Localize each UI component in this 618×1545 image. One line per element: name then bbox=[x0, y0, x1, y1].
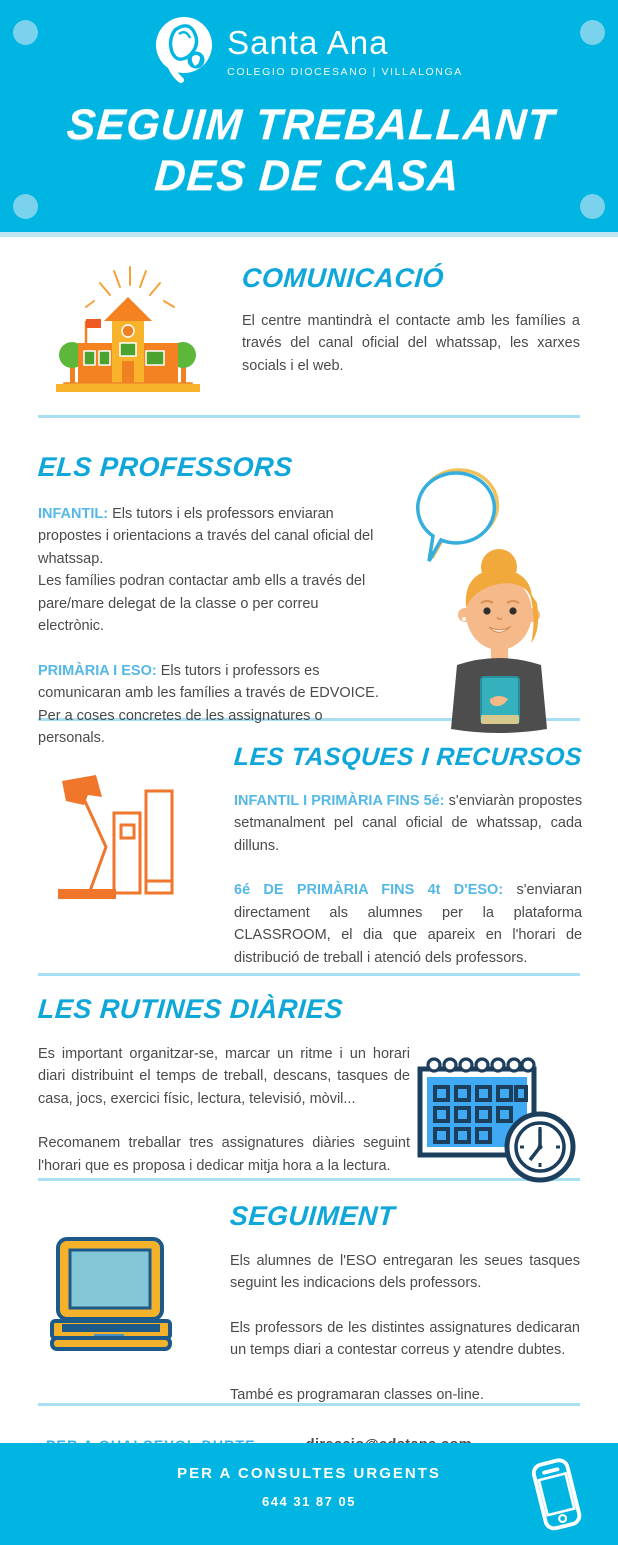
section-tasques bbox=[38, 721, 584, 973]
professors-paragraph-families: Les famílies podran contactar amb ells a través del pare/mare delegat de la classe o per correu electrònic. bbox=[38, 573, 366, 635]
lamp-and-books-icon bbox=[50, 771, 190, 913]
professors-paragraph-infantil: INFANTIL: Els tutors i els professors enviaran propostes i orientacions a través del canal oficial del whatssap. bbox=[38, 506, 374, 567]
seguiment-paragraph-2: Els professors de les distintes assignatures dedicaran un temps diari a contestar correus y atendre dubtes. bbox=[230, 1319, 580, 1359]
tasques-paragraph-eso: 6é DE PRIMÀRIA FINS 4t D'ESO: s'enviaran directament als alumnes per la plataforma CLASSROOM, el dia que apareix en l'horari de distribució de treball i atenció dels professors. bbox=[234, 882, 583, 966]
header-banner bbox=[0, 0, 618, 232]
santa-ana-logo-icon bbox=[155, 16, 213, 86]
seguiment-paragraph-1: Els alumnes de l'ESO entregaran les seues tasques seguint les indicacions dels professors. bbox=[230, 1253, 580, 1292]
tasques-paragraph-infantil: INFANTIL I PRIMÀRIA FINS 5é: s'enviaràn propostes setmanalment pel canal oficial de whatssap, cada dilluns. bbox=[234, 793, 583, 854]
section-heading-seguiment: SEGUIMENT bbox=[228, 1201, 397, 1231]
section-heading-tasques: LES TASQUES I RECURSOS bbox=[233, 743, 584, 771]
teacher-illustration bbox=[395, 457, 575, 739]
logo-name: Santa Ana bbox=[227, 24, 389, 61]
seguiment-paragraph-3: També es programaran classes on-line. bbox=[230, 1386, 484, 1403]
phone-icon bbox=[526, 1453, 588, 1539]
rutines-paragraph-2: Recomanem treballar tres assignatures diàries seguint l'horari que es proposa i dedicar mitja hora a la lectura. bbox=[38, 1135, 410, 1174]
footer-phone-number: 644 31 87 05 bbox=[262, 1494, 356, 1509]
logo-subtitle: COLEGIO DIOCESANO | VILLALONGA bbox=[227, 66, 463, 78]
primaria-eso-label: PRIMÀRIA I ESO: bbox=[38, 662, 157, 679]
rutines-paragraph-1: Es important organitzar-se, marcar un ritme i un horari diari distribuint el temps de treball, descans, tasques de casa, jocs, exercici físic, lectura, televisió, mòvil... bbox=[38, 1046, 410, 1107]
section-rutines bbox=[38, 976, 580, 1178]
section-heading-rutines: LES RUTINES DIÀRIES bbox=[36, 994, 345, 1024]
page-title-line2: DES DE CASA bbox=[153, 151, 462, 200]
decorative-dot bbox=[13, 20, 38, 45]
section-heading-comunicacio: COMUNICACIÓ bbox=[240, 263, 446, 293]
school-logo bbox=[0, 0, 618, 86]
school-building-icon bbox=[42, 263, 214, 393]
infantil-label: INFANTIL: bbox=[38, 506, 109, 522]
laptop-icon bbox=[46, 1235, 178, 1355]
page-title bbox=[0, 100, 618, 201]
comunicacio-paragraph: El centre mantindrà el contacte amb les famílies a través del canal oficial del whatssap, les xarxes socials i el web. bbox=[242, 313, 580, 374]
section-seguiment bbox=[38, 1181, 580, 1403]
section-comunicacio bbox=[38, 237, 580, 391]
sise-primaria-label: 6é DE PRIMÀRIA FINS 4t D'ESO: bbox=[234, 882, 504, 899]
calendar-clock-icon bbox=[410, 1049, 578, 1185]
decorative-dot bbox=[580, 20, 605, 45]
infantil-primaria-label: INFANTIL I PRIMÀRIA FINS 5é: bbox=[234, 793, 445, 809]
footer-title: PER A CONSULTES URGENTS bbox=[177, 1465, 441, 1482]
section-professors bbox=[36, 418, 580, 747]
footer-banner bbox=[0, 1443, 618, 1545]
page-title-line1: SEGUIM TREBALLANT bbox=[65, 101, 557, 149]
professors-paragraph-primaria: PRIMÀRIA I ESO: Els tutors i professors es comunicaran amb les famílies a través de EDVOICE. Per a coses concretes de les assignatures o personals. bbox=[38, 662, 379, 747]
section-heading-professors: ELS PROFESSORS bbox=[36, 452, 294, 482]
